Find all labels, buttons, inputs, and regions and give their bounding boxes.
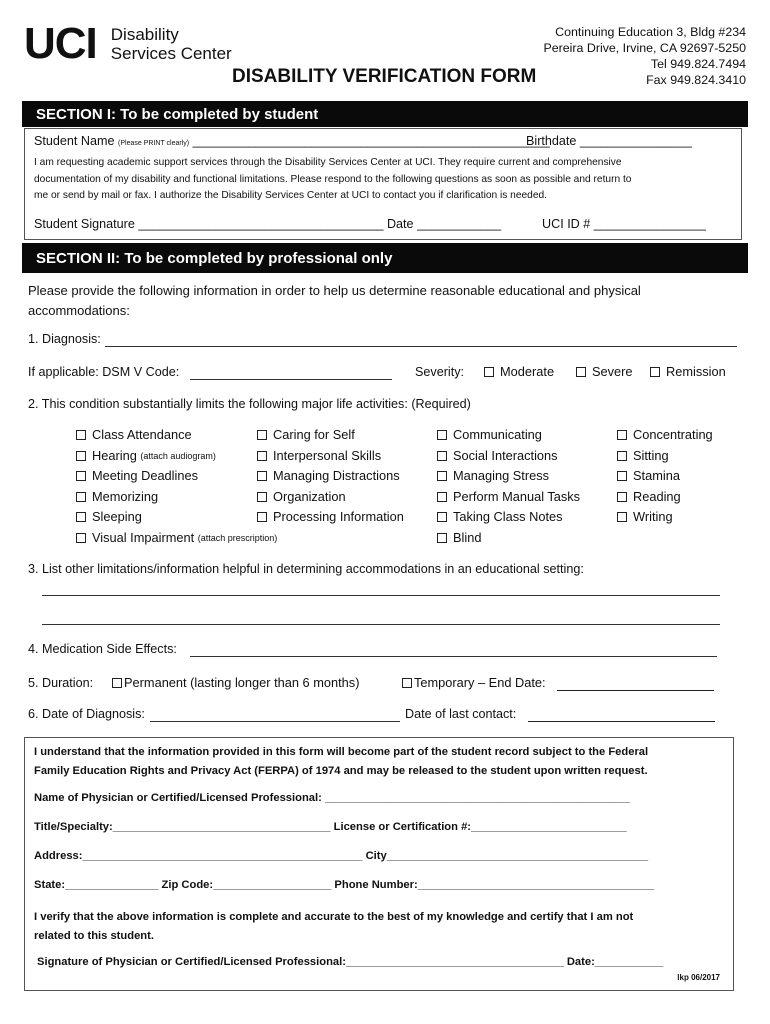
checkbox-icon xyxy=(257,471,267,481)
title-license-field[interactable]: Title/Specialty:___________________________________ License or Certification #:_________________________ xyxy=(34,821,627,833)
activity-processing-information[interactable] xyxy=(257,509,404,524)
student-name-row xyxy=(34,134,550,148)
activity-label: Processing Information xyxy=(273,509,404,524)
activity-label: Managing Distractions xyxy=(273,468,400,483)
section-2-header xyxy=(22,243,748,273)
verification-statement xyxy=(34,908,633,946)
activity-managing-stress[interactable] xyxy=(437,468,549,483)
medication-side-effects-input[interactable] xyxy=(190,656,717,657)
checkbox-icon xyxy=(402,678,412,688)
checkbox-icon xyxy=(617,471,627,481)
checkbox-icon xyxy=(76,512,86,522)
activity-blind[interactable] xyxy=(437,530,481,545)
activity-managing-distractions[interactable] xyxy=(257,468,400,483)
intro-line-2: accommodations: xyxy=(28,303,130,318)
uci-id-field[interactable]: UCI ID # ________________ xyxy=(542,217,706,231)
severity-remission-option[interactable] xyxy=(650,364,726,379)
activity-label: Visual Impairment xyxy=(92,530,195,545)
activity-sleeping[interactable] xyxy=(76,509,142,524)
consent-line-1: I am requesting academic support services through the Disability Services Center at UCI. They require current and comprehensive xyxy=(34,157,622,168)
activity-communicating[interactable] xyxy=(437,427,542,442)
checkbox-icon xyxy=(437,533,447,543)
activity-meeting-deadlines[interactable] xyxy=(76,468,198,483)
state-zip-phone-field[interactable]: State:_______________ Zip Code:___________________ Phone Number:______________________________________ xyxy=(34,879,655,891)
student-name-field[interactable]: ___________________________________________________ xyxy=(192,134,550,148)
birthdate-field[interactable]: Birthdate ________________ xyxy=(526,134,692,148)
activity-memorizing[interactable] xyxy=(76,489,158,504)
q4-label: 4. Medication Side Effects: xyxy=(28,642,177,656)
checkbox-icon xyxy=(437,430,447,440)
end-date-input[interactable] xyxy=(557,690,714,691)
activity-label: Communicating xyxy=(453,427,542,442)
activity-label: Class Attendance xyxy=(92,427,192,442)
activity-interpersonal-skills[interactable] xyxy=(257,448,381,463)
intro-line-1: Please provide the following information in order to help us determine reasonable educational and physical xyxy=(28,283,641,298)
activity-label: Blind xyxy=(453,530,482,545)
activity-label: Reading xyxy=(633,489,681,504)
verify-line-1: I verify that the above information is complete and accurate to the best of my knowledge and certify that I am not xyxy=(34,911,634,923)
section-1-title: SECTION I: To be completed by student xyxy=(36,105,319,123)
checkbox-icon xyxy=(437,471,447,481)
activity-label: Concentrating xyxy=(633,427,713,442)
severity-moderate-option[interactable] xyxy=(484,364,554,379)
checkbox-icon xyxy=(576,367,586,377)
checkbox-icon xyxy=(617,492,627,502)
print-clearly-note: (Please PRINT clearly) xyxy=(118,140,190,147)
form-revision-code: lkp 06/2017 xyxy=(677,973,720,982)
activity-label: Meeting Deadlines xyxy=(92,468,198,483)
activity-label: Organization xyxy=(273,489,346,504)
date-of-diagnosis-input[interactable] xyxy=(150,721,400,722)
activity-organization[interactable] xyxy=(257,489,346,504)
ferpa-line-2: Family Education Rights and Privacy Act (FERPA) of 1974 and may be released to the student upon written request. xyxy=(34,765,648,777)
student-name-label: Student Name xyxy=(34,134,115,148)
form-title: DISABILITY VERIFICATION FORM xyxy=(232,66,537,87)
q3-label: 3. List other limitations/information helpful in determining accommodations in an educational setting: xyxy=(28,562,584,576)
consent-text xyxy=(34,155,734,205)
section-1-header xyxy=(22,101,748,127)
activity-social-interactions[interactable] xyxy=(437,448,558,463)
checkbox-icon xyxy=(76,430,86,440)
last-contact-label: Date of last contact: xyxy=(405,707,517,721)
ferpa-line-1: I understand that the information provided in this form will become part of the student record subject to the Federal xyxy=(34,746,649,758)
activity-reading[interactable] xyxy=(617,489,681,504)
other-limitations-line-1[interactable] xyxy=(42,595,720,596)
activity-label: Interpersonal Skills xyxy=(273,448,382,463)
address-city-field[interactable]: Address:_____________________________________________ City__________________________________________ xyxy=(34,850,649,862)
section-2-title: SECTION II: To be completed by professional only xyxy=(36,249,393,267)
last-contact-input[interactable] xyxy=(528,721,715,722)
checkbox-icon xyxy=(76,492,86,502)
activity-writing[interactable] xyxy=(617,509,673,524)
telephone: Tel 949.824.7494 xyxy=(650,57,746,71)
hearing-note: (attach audiogram) xyxy=(140,450,216,461)
checkbox-icon xyxy=(257,512,267,522)
office-address xyxy=(544,24,747,88)
activity-class-attendance[interactable] xyxy=(76,427,192,442)
activity-sitting[interactable] xyxy=(617,448,669,463)
logo-line-1: Disability xyxy=(110,25,179,44)
activity-label: Sleeping xyxy=(92,509,142,524)
option-label: Permanent (lasting longer than 6 months) xyxy=(124,675,360,690)
address-line-1: Continuing Education 3, Bldg #234 xyxy=(555,25,746,39)
diagnosis-label: 1. Diagnosis: xyxy=(28,332,101,346)
checkbox-icon xyxy=(437,492,447,502)
activity-stamina[interactable] xyxy=(617,468,680,483)
other-limitations-line-2[interactable] xyxy=(42,624,720,625)
activity-perform-manual-tasks[interactable] xyxy=(437,489,580,504)
activity-label: Social Interactions xyxy=(453,448,558,463)
checkbox-icon xyxy=(112,678,122,688)
activity-label: Hearing xyxy=(92,448,137,463)
activity-label: Writing xyxy=(633,509,673,524)
checkbox-icon xyxy=(76,451,86,461)
diagnosis-input[interactable] xyxy=(105,346,737,347)
section-2-intro xyxy=(28,281,641,321)
checkbox-icon xyxy=(484,367,494,377)
dsm-code-label: If applicable: DSM V Code: xyxy=(28,365,180,379)
checkbox-icon xyxy=(76,533,86,543)
activity-label: Caring for Self xyxy=(273,427,355,442)
activity-label: Sitting xyxy=(633,448,669,463)
address-line-2: Pereira Drive, Irvine, CA 92697-5250 xyxy=(543,41,746,55)
checkbox-icon xyxy=(617,430,627,440)
activity-hearing[interactable] xyxy=(76,448,216,463)
checkbox-icon xyxy=(257,451,267,461)
student-signature-field[interactable]: Student Signature ___________________________________ Date ____________ xyxy=(34,217,502,231)
option-label: Remission xyxy=(666,364,726,379)
checkbox-icon xyxy=(617,512,627,522)
logo-text xyxy=(111,25,232,63)
option-label: Moderate xyxy=(500,364,555,379)
physician-name-field[interactable]: Name of Physician or Certified/Licensed Professional: _________________________________________________ xyxy=(34,792,630,804)
activity-label: Managing Stress xyxy=(453,468,550,483)
severity-severe-option[interactable] xyxy=(576,364,633,379)
checkbox-icon xyxy=(617,451,627,461)
activity-label: Memorizing xyxy=(92,489,159,504)
fax: Fax 949.824.3410 xyxy=(646,73,746,87)
duration-temporary-option[interactable] xyxy=(402,675,546,690)
duration-permanent-option[interactable] xyxy=(112,675,359,690)
activity-taking-class-notes[interactable] xyxy=(437,509,563,524)
activity-caring-for-self[interactable] xyxy=(257,427,355,442)
q6-label: 6. Date of Diagnosis: xyxy=(28,707,145,721)
activity-label: Taking Class Notes xyxy=(453,509,563,524)
dsm-code-input[interactable] xyxy=(190,379,392,380)
activity-concentrating[interactable] xyxy=(617,427,713,442)
logo xyxy=(24,19,232,68)
checkbox-icon xyxy=(650,367,660,377)
verify-line-2: related to this student. xyxy=(34,930,154,942)
consent-line-3: me or send by mail or fax. I authorize the Disability Services Center at UCI to contact you if clarification is needed. xyxy=(34,190,548,201)
checkbox-icon xyxy=(437,512,447,522)
logo-mark: UCI xyxy=(24,19,97,68)
logo-line-2: Services Center xyxy=(110,44,232,63)
severity-label: Severity: xyxy=(415,365,464,379)
ferpa-notice xyxy=(34,743,648,781)
checkbox-icon xyxy=(76,471,86,481)
checkbox-icon xyxy=(257,430,267,440)
q2-label: 2. This condition substantially limits the following major life activities: (Required) xyxy=(28,397,471,411)
option-label: Temporary – End Date: xyxy=(414,675,546,690)
q5-label: 5. Duration: xyxy=(28,676,94,690)
consent-line-2: documentation of my disability and functional limitations. Please respond to the following questions as soon as possible and return to xyxy=(34,173,632,185)
activity-visual-impairment[interactable] xyxy=(76,530,277,545)
professional-signature-field[interactable]: Signature of Physician or Certified/Licensed Professional:___________________________________ Date:___________ xyxy=(37,956,664,968)
checkbox-icon xyxy=(257,492,267,502)
visual-note: (attach prescription) xyxy=(197,532,278,543)
activity-label: Perform Manual Tasks xyxy=(453,489,581,504)
option-label: Severe xyxy=(592,364,633,379)
checkbox-icon xyxy=(437,451,447,461)
activity-label: Stamina xyxy=(633,468,680,483)
